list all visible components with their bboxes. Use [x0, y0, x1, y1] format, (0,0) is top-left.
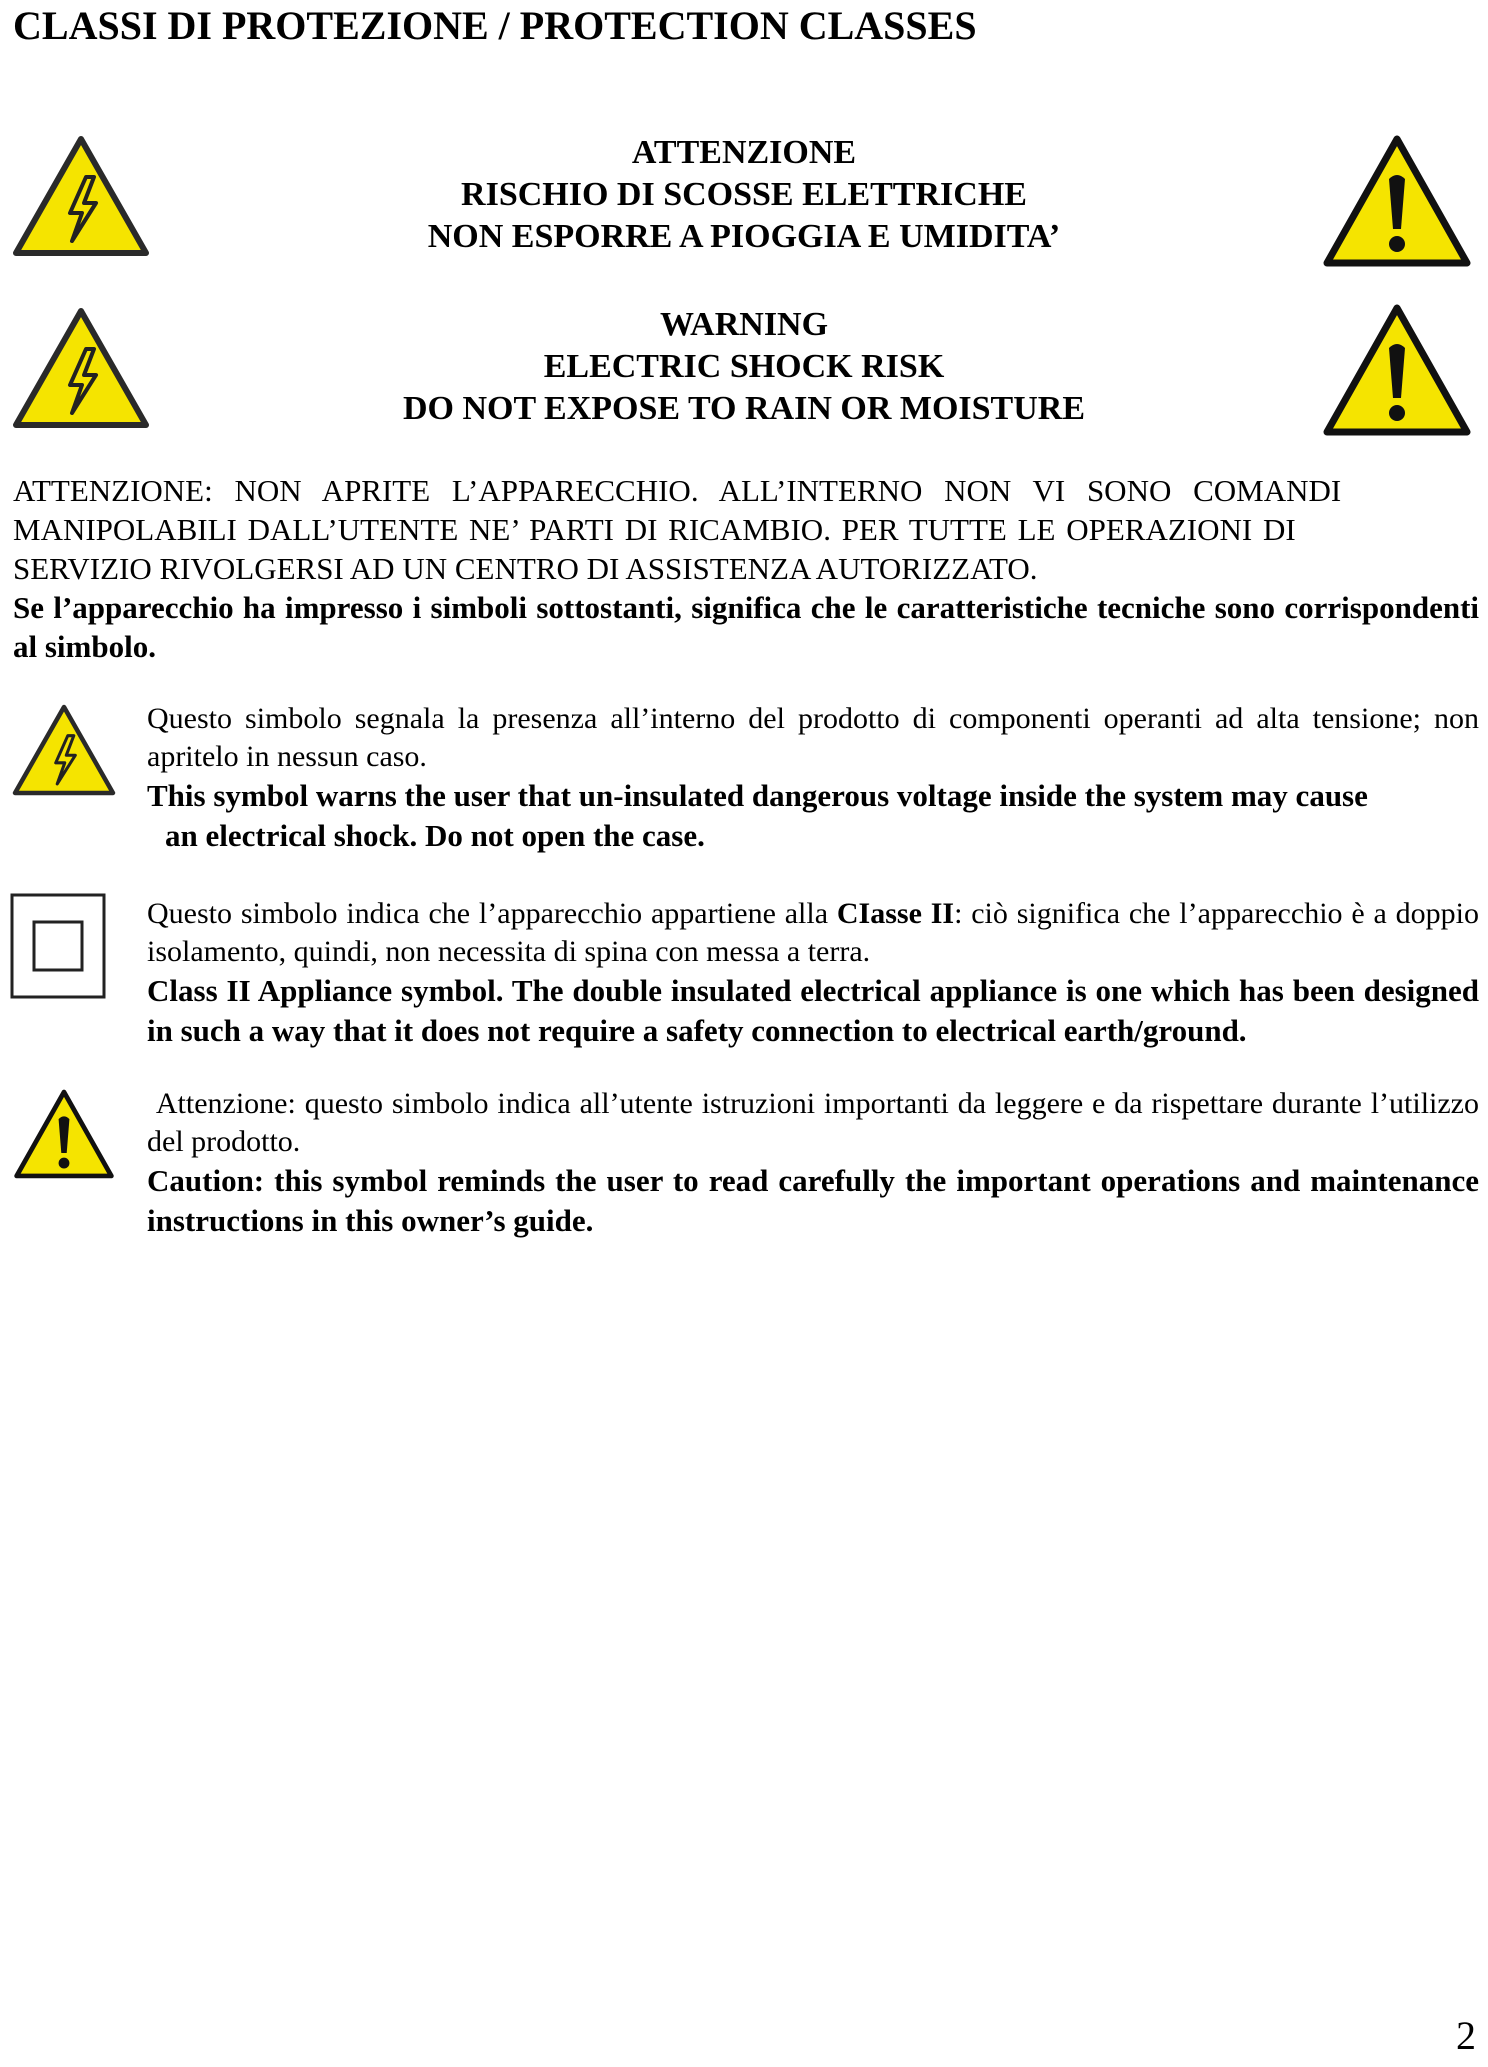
class-ii-text-it-bold: CIasse II: [836, 897, 955, 930]
english-warning: [0, 304, 1488, 430]
italian-warning-line3: NON ESPORRE A PIOGGIA E UMIDITA’: [427, 218, 1061, 255]
high-voltage-warning-icon: [12, 704, 116, 796]
page-number: 2: [1456, 2013, 1476, 2058]
general-caution-icon: [1322, 133, 1472, 269]
class-ii-text-it-after: : ciò significa che l’apparecchio è a doppio isolamento, quindi, non necessita di spina con messa a terra.: [147, 897, 1479, 968]
class-ii-description: [147, 895, 1479, 1051]
high-voltage-description: [147, 700, 1479, 856]
italian-warning: [0, 132, 1488, 258]
italian-warning-line1: ATTENZIONE: [631, 134, 857, 171]
page-title: CLASSI DI PROTEZIONE / PROTECTION CLASSES: [13, 3, 977, 48]
general-caution-icon: [12, 1088, 116, 1180]
caution-description: [147, 1085, 1487, 1241]
high-voltage-text-it: Questo simbolo segnala la presenza all’interno del prodotto di componenti operanti ad alta tensione; non apritelo in nessun caso.: [147, 702, 1479, 773]
notice-line3-text: SERVIZIO RIVOLGERSI AD UN CENTRO DI ASSISTENZA AUTORIZZATO.: [13, 551, 1038, 586]
class-ii-text-it: [147, 895, 1479, 971]
italian-warning-line2: RISCHIO DI SCOSSE ELETTRICHE: [461, 176, 1027, 213]
notice-line2: [13, 510, 1479, 549]
high-voltage-text-en-line2: an electrical shock. Do not open the case.: [165, 818, 705, 853]
english-warning-line1: WARNING: [659, 306, 829, 343]
notice-line1-text: ATTENZIONE: NON APRITE L’APPARECCHIO. ALL’INTERNO NON VI SONO COMANDI: [13, 473, 1342, 508]
notice-line3: [13, 549, 1479, 588]
service-notice: [13, 471, 1479, 588]
class-ii-text-en: Class II Appliance symbol. The double insulated electrical appliance is one which has been designed in such a way that it does not require a safety connection to electrical earth/ground.: [147, 973, 1479, 1048]
high-voltage-text-en-line1: This symbol warns the user that un-insulated dangerous voltage inside the system may cause: [147, 778, 1368, 813]
notice-line1: [13, 471, 1479, 510]
class-ii-text-it-before: Questo simbolo indica che l’apparecchio appartiene alla: [147, 897, 837, 930]
symbols-intro: Se l’apparecchio ha impresso i simboli sottostanti, significa che le caratteristiche tecniche sono corrispondenti al simbolo.: [13, 590, 1479, 664]
caution-text-it: Attenzione: questo simbolo indica all’utente istruzioni importanti da leggere e da rispettare durante l’utilizzo del prodotto.: [147, 1087, 1487, 1158]
english-warning-line3: DO NOT EXPOSE TO RAIN OR MOISTURE: [402, 390, 1086, 427]
notice-line2-text: MANIPOLABILI DALL’UTENTE NE’ PARTI DI RICAMBIO. PER TUTTE LE OPERAZIONI DI: [13, 512, 1296, 547]
class-ii-double-square-icon: [10, 893, 106, 999]
general-caution-icon: [1322, 302, 1472, 438]
caution-text-en: Caution: this symbol reminds the user to read carefully the important operations and maintenance instructions in this owner’s guide.: [147, 1163, 1479, 1238]
english-warning-line2: ELECTRIC SHOCK RISK: [543, 348, 945, 385]
